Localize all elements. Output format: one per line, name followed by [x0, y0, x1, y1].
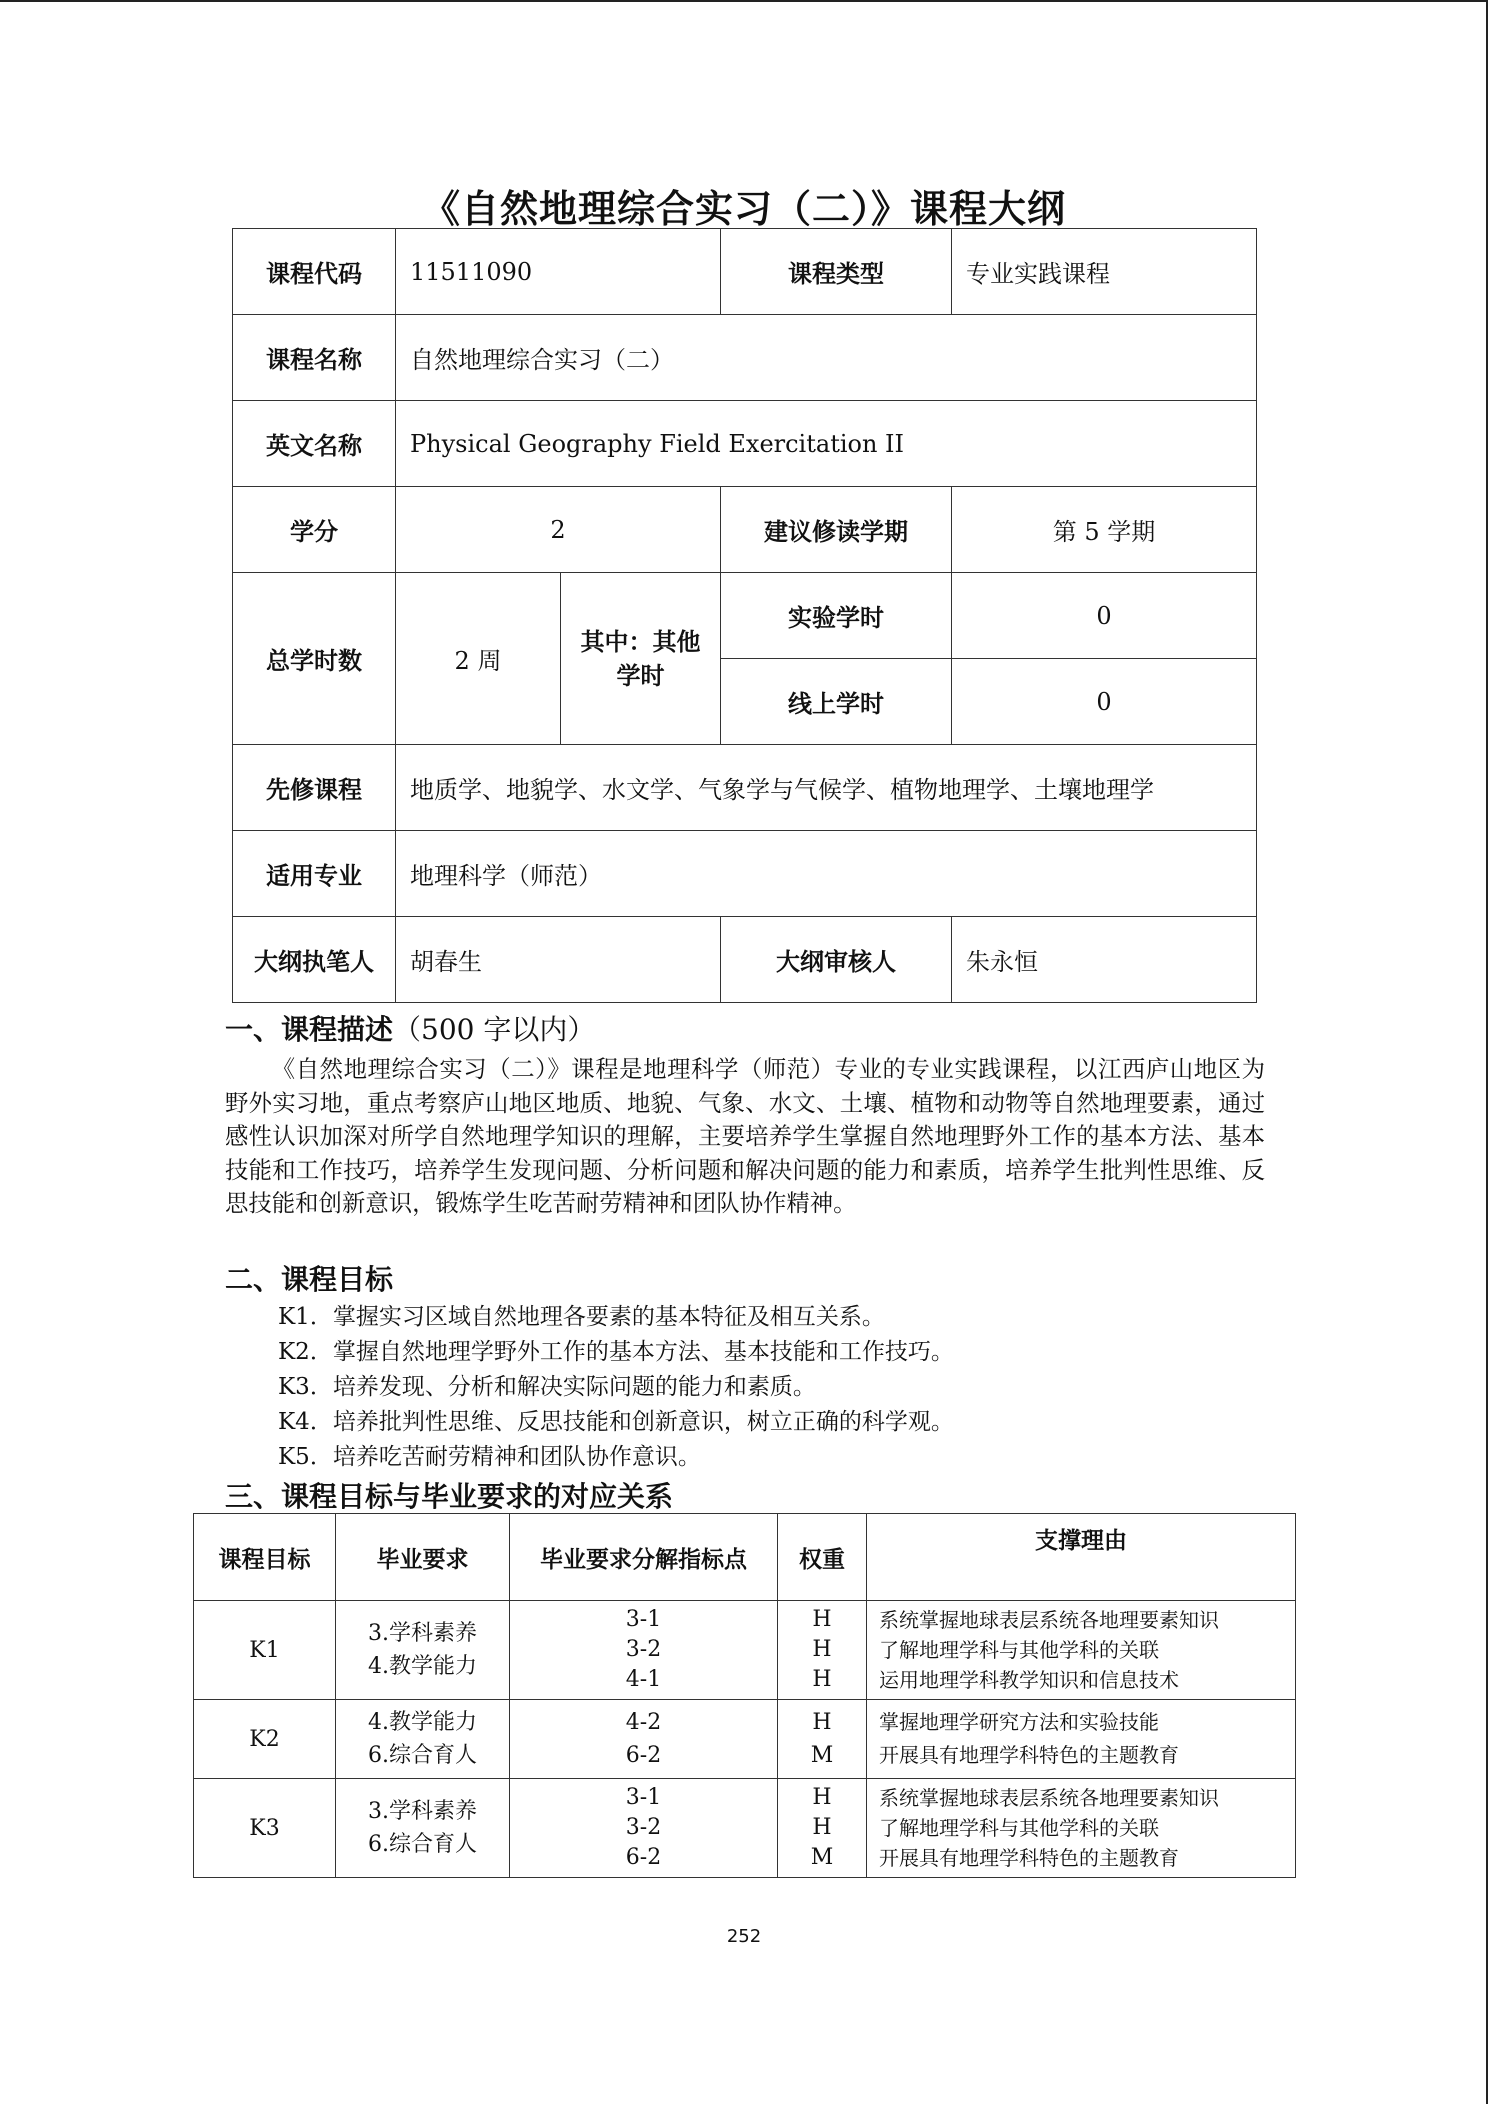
- goal-k1: K1．掌握实习区域自然地理各要素的基本特征及相互关系。: [278, 1304, 885, 1330]
- indicator-item: 3-1: [625, 1785, 662, 1810]
- reviewer-value: 朱永恒: [952, 917, 1257, 1003]
- page-number: 252: [726, 1926, 762, 1947]
- online-hours-label: 线上学时: [721, 659, 952, 745]
- header-goal: 课程目标: [194, 1514, 336, 1601]
- course-type-value: 专业实践课程: [952, 229, 1257, 315]
- goal-k5: K5．培养吃苦耐劳精神和团队协作意识。: [278, 1444, 701, 1470]
- major-label: 适用专业: [233, 831, 396, 917]
- indicator-item: 3-2: [625, 1637, 662, 1662]
- goal-k3: K3．培养发现、分析和解决实际问题的能力和素质。: [278, 1374, 816, 1400]
- reason-item: 开展具有地理学科特色的主题教育: [879, 1846, 1179, 1870]
- weight-item: H: [812, 1815, 832, 1840]
- other-hours-label: [561, 573, 721, 745]
- requirement-item: 3.学科素养: [368, 1621, 477, 1646]
- reason-item: 了解地理学科与其他学科的关联: [879, 1816, 1159, 1840]
- table-row: [194, 1779, 1296, 1878]
- row-reasons: [867, 1700, 1296, 1779]
- goal-k2: K2．掌握自然地理学野外工作的基本方法、基本技能和工作技巧。: [278, 1339, 954, 1365]
- row-goal: K1: [194, 1601, 336, 1700]
- row-goal: K2: [194, 1700, 336, 1779]
- reason-item: 系统掌握地球表层系统各地理要素知识: [879, 1786, 1219, 1810]
- weight-item: H: [812, 1710, 832, 1735]
- reason-item: 掌握地理学研究方法和实验技能: [879, 1710, 1159, 1734]
- total-hours-value: 2 周: [396, 573, 561, 745]
- reviewer-label: 大纲审核人: [721, 917, 952, 1003]
- table-row: [233, 573, 1257, 659]
- indicator-item: 4-1: [625, 1667, 662, 1692]
- table-row: [233, 831, 1257, 917]
- other-hours-label-line2: 学时: [616, 661, 665, 690]
- total-hours-label: 总学时数: [233, 573, 396, 745]
- row-goal: K3: [194, 1779, 336, 1878]
- credit-value: 2: [396, 487, 721, 573]
- goal-k4: K4．培养批判性思维、反思技能和创新意识，树立正确的科学观。: [278, 1409, 954, 1435]
- online-hours-value: 0: [952, 659, 1257, 745]
- author-value: 胡春生: [396, 917, 721, 1003]
- course-name-value: 自然地理综合实习（二）: [396, 315, 1257, 401]
- course-info-table: [232, 228, 1257, 1003]
- requirement-item: 3.学科素养: [368, 1799, 477, 1824]
- course-code-value: 11511090: [396, 229, 721, 315]
- requirement-item: 6.综合育人: [368, 1832, 477, 1857]
- document-title: 《自然地理综合实习（二）》课程大纲: [421, 187, 1066, 231]
- reason-item: 开展具有地理学科特色的主题教育: [879, 1743, 1179, 1767]
- row-reasons: [867, 1779, 1296, 1878]
- weight-item: H: [812, 1785, 832, 1810]
- lab-hours-label: 实验学时: [721, 573, 952, 659]
- weight-item: H: [812, 1667, 832, 1692]
- row-weights: [778, 1601, 867, 1700]
- table-row: [233, 487, 1257, 573]
- course-description: 《自然地理综合实习（二）》课程是地理科学（师范）专业的专业实践课程，以江西庐山地区为野外实习地，重点考察庐山地区地质、地貌、气象、水文、土壤、植物和动物等自然地理要素，通过感性认识加深对所学自然地理学知识的理解，主要培养学生掌握自然地理野外工作的基本方法、基本技能和工作技巧，培养学生发现问题、分析问题和解决问题的能力和素质，培养学生批判性思维、反思技能和创新意识，锻炼学生吃苦耐劳精神和团队协作精神。: [225, 1055, 1265, 1217]
- indicator-item: 6-2: [625, 1743, 662, 1768]
- table-header-row: [194, 1514, 1296, 1601]
- row-requirements: [336, 1601, 510, 1700]
- weight-item: M: [810, 1845, 834, 1870]
- row-indicators: [510, 1779, 778, 1878]
- section1-note: （500 字以内）: [393, 1013, 596, 1046]
- prereq-label: 先修课程: [233, 745, 396, 831]
- table-row: [194, 1700, 1296, 1779]
- english-name-value: Physical Geography Field Exercitation II: [396, 401, 1257, 487]
- row-requirements: [336, 1779, 510, 1878]
- indicator-item: 6-2: [625, 1845, 662, 1870]
- table-row: [233, 229, 1257, 315]
- header-weight: 权重: [778, 1514, 867, 1601]
- indicator-item: 4-2: [625, 1710, 662, 1735]
- reason-item: 了解地理学科与其他学科的关联: [879, 1638, 1159, 1662]
- table-row: [233, 745, 1257, 831]
- course-type-label: 课程类型: [721, 229, 952, 315]
- credit-label: 学分: [233, 487, 396, 573]
- reason-item: 系统掌握地球表层系统各地理要素知识: [879, 1608, 1219, 1632]
- major-value: 地理科学（师范）: [396, 831, 1257, 917]
- semester-value: 第 5 学期: [952, 487, 1257, 573]
- page-top-border: [0, 0, 1488, 2]
- course-code-label: 课程代码: [233, 229, 396, 315]
- requirement-item: 4.教学能力: [368, 1654, 477, 1679]
- semester-label: 建议修读学期: [721, 487, 952, 573]
- row-requirements: [336, 1700, 510, 1779]
- indicator-item: 3-2: [625, 1815, 662, 1840]
- table-row: [233, 917, 1257, 1003]
- english-name-label: 英文名称: [233, 401, 396, 487]
- weight-item: M: [810, 1743, 834, 1768]
- header-reason: 支撑理由: [867, 1514, 1296, 1601]
- row-indicators: [510, 1601, 778, 1700]
- table-row: [233, 401, 1257, 487]
- table-row: [194, 1601, 1296, 1700]
- prereq-value: 地质学、地貌学、水文学、气象学与气候学、植物地理学、土壤地理学: [396, 745, 1257, 831]
- weight-item: H: [812, 1637, 832, 1662]
- other-hours-label-line1: 其中：其他: [580, 627, 701, 656]
- row-weights: [778, 1700, 867, 1779]
- weight-item: H: [812, 1607, 832, 1632]
- goal-requirement-table: [193, 1513, 1296, 1878]
- section1-title: 一、课程描述: [225, 1013, 394, 1046]
- lab-hours-value: 0: [952, 573, 1257, 659]
- requirement-item: 4.教学能力: [368, 1710, 477, 1735]
- indicator-item: 3-1: [625, 1607, 662, 1632]
- section3-heading: 三、课程目标与毕业要求的对应关系: [225, 1480, 674, 1513]
- header-indicator: 毕业要求分解指标点: [510, 1514, 778, 1601]
- reason-item: 运用地理学科教学知识和信息技术: [879, 1668, 1179, 1692]
- author-label: 大纲执笔人: [233, 917, 396, 1003]
- row-indicators: [510, 1700, 778, 1779]
- row-weights: [778, 1779, 867, 1878]
- requirement-item: 6.综合育人: [368, 1743, 477, 1768]
- header-requirement: 毕业要求: [336, 1514, 510, 1601]
- section2-heading: 二、课程目标: [225, 1263, 394, 1296]
- course-name-label: 课程名称: [233, 315, 396, 401]
- row-reasons: [867, 1601, 1296, 1700]
- section1-heading: [225, 1008, 595, 1048]
- table-row: [233, 315, 1257, 401]
